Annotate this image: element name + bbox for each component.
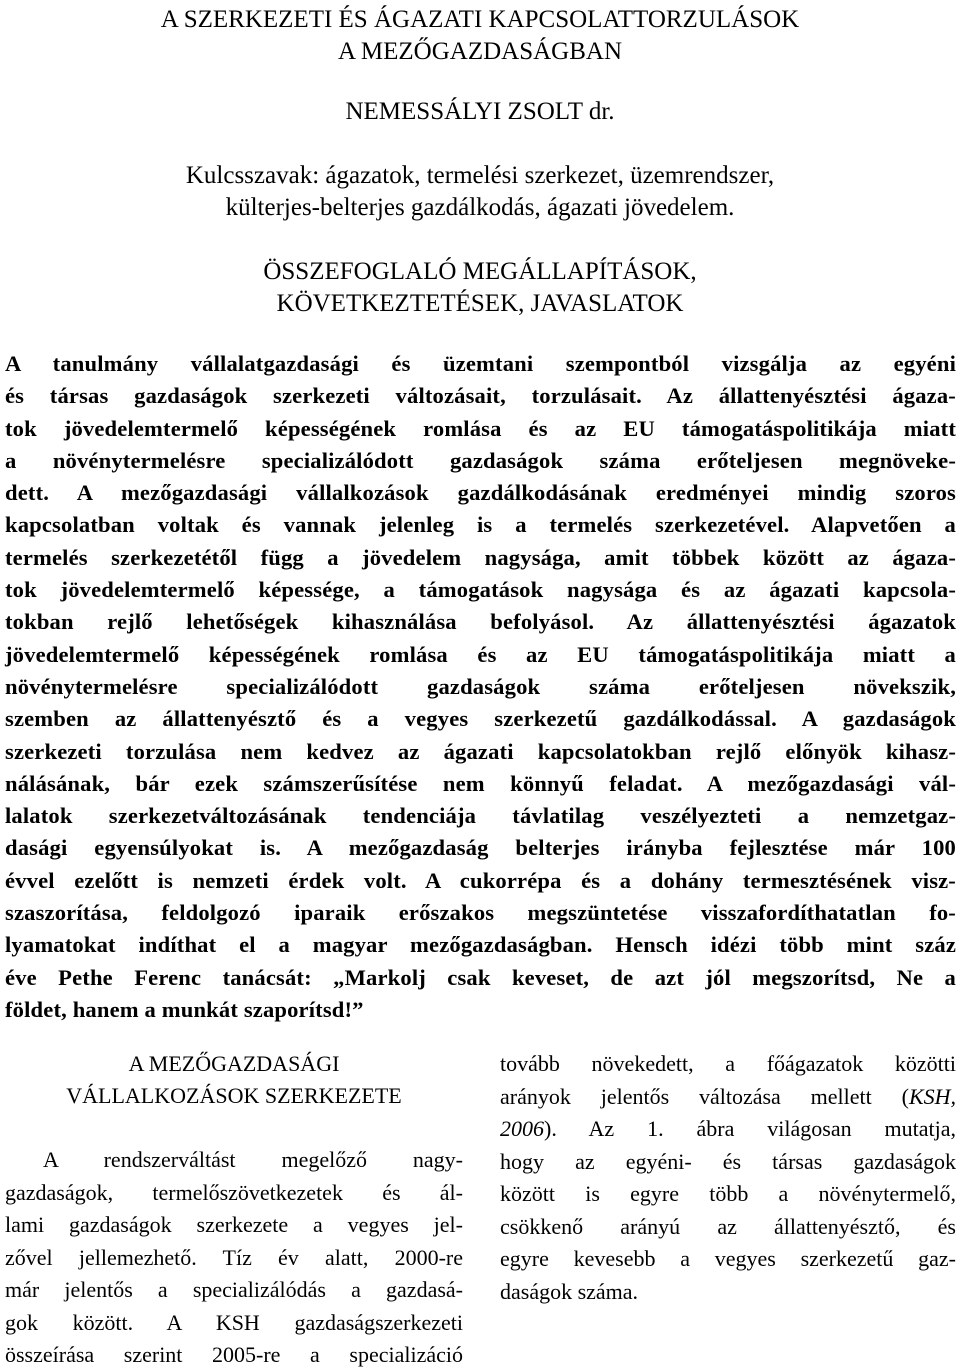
body-line: lami gazdaságok szerkezete a vegyes jel-: [5, 1212, 463, 1237]
summary-line: tokban rejlő lehetőségek kihasználása befolyásol. Az állattenyésztési ágazatok: [5, 609, 956, 635]
summary-line: dasági egyensúlyokat is. A mezőgazdaság belterjes irányba fejlesztése már 100: [5, 835, 956, 861]
left-column: [5, 1048, 463, 1372]
body-text: arányok jelentős változása mellett (: [500, 1083, 909, 1109]
right-column: [500, 1048, 956, 1308]
body-line: már jelentős a specializálódás a gazdasá-: [5, 1277, 463, 1302]
paper-title: [0, 4, 960, 68]
section-heading: [5, 1048, 463, 1112]
summary-heading-line-1: ÖSSZEFOGLALÓ MEGÁLLAPÍTÁSOK,: [263, 258, 697, 285]
body-line-with-citation: [500, 1113, 956, 1146]
summary-line: tok jövedelemtermelő képességének romlása és az EU támogatáspolitikája miatt: [5, 415, 956, 441]
summary-line: és társas gazdaságok szerkezeti változásait, torzulásait. Az állattenyésztési ágaza-: [5, 383, 956, 409]
summary-paragraph: [5, 348, 956, 1026]
body-text: ). Az 1. ábra világosan mutatja,: [544, 1116, 956, 1141]
body-line: hogy az egyéni- és társas gazdaságok: [500, 1148, 956, 1174]
body-line: gok között. A KSH gazdaságszerkezeti: [5, 1309, 463, 1335]
body-line-last: daságok száma.: [500, 1278, 639, 1304]
body-line: tovább növekedett, a főágazatok közötti: [500, 1051, 956, 1076]
summary-line: kapcsolatban voltak és vannak jelenleg is a termelés szerkezetével. Alapvetően a: [5, 512, 956, 538]
summary-line: szemben az állattenyésztő és a vegyes szerkezetű gazdálkodással. A gazdaságok: [5, 706, 956, 732]
summary-line: A tanulmány vállalatgazdasági és üzemtani szempontból vizsgálja az egyéni: [5, 351, 956, 376]
section-heading-line-2: VÁLLALKOZÁSOK SZERKEZETE: [66, 1083, 402, 1108]
citation-year: 2006: [500, 1116, 544, 1141]
body-line: összeírása szerint 2005-re a specializáció: [5, 1342, 463, 1367]
keywords-line-1: Kulcsszavak: ágazatok, termelési szerkezet, üzemrendszer,: [185, 162, 775, 189]
summary-line: termelés szerkezetétől függ a jövedelem nagysága, amit többek között az ágaza-: [5, 544, 956, 570]
summary-line: lalatok szerkezetváltozásának tendenciája távlatilag veszélyezteti a nemzetgaz-: [5, 803, 956, 829]
title-line-1: A SZERKEZETI ÉS ÁGAZATI KAPCSOLATTORZULÁSOK: [160, 6, 800, 33]
summary-line: évvel ezelőtt is nemzeti érdek volt. A cukorrépa és a dohány termesztésének visz-: [5, 867, 956, 893]
summary-line: lyamatokat indíthat el a magyar mezőgazdaságban. Hensch idézi több mint száz: [5, 932, 956, 958]
title-line-2: A MEZŐGAZDASÁGBAN: [337, 38, 623, 65]
summary-heading: [0, 256, 960, 320]
body-line-with-citation: [500, 1081, 956, 1114]
summary-line: tok jövedelemtermelő képessége, a támogatások nagysága és az ágazati kapcsola-: [5, 577, 956, 603]
citation-source: KSH,: [908, 1083, 956, 1109]
keywords-line-2: külterjes-belterjes gazdálkodás, ágazati jövedelem.: [225, 194, 735, 221]
summary-line-last: földet, hanem a munkát szaporítsd!”: [5, 996, 364, 1022]
body-line: között is egyre több a növénytermelő,: [500, 1181, 956, 1206]
author-name: NEMESSÁLYI ZSOLT dr.: [345, 98, 615, 125]
summary-line: szaszorítása, feldolgozó iparaik erőszakos megszüntetése visszafordíthatatlan fo-: [5, 900, 956, 926]
body-line: csökkenő arányú az állattenyésztő, és: [500, 1213, 956, 1239]
body-line: gazdaságok, termelőszövetkezetek és ál-: [5, 1179, 463, 1205]
summary-heading-line-2: KÖVETKEZTETÉSEK, JAVASLATOK: [276, 290, 684, 317]
summary-line: éve Pethe Ferenc tanácsát: „Markolj csak keveset, de azt jól megszorítsd, Ne a: [5, 964, 956, 990]
summary-line: növénytermelésre specializálódott gazdaságok száma erőteljesen növekszik,: [5, 673, 956, 699]
summary-line: szerkezeti torzulása nem kedvez az ágazati kapcsolatokban rejlő előnyök kihasz-: [5, 738, 956, 764]
summary-line: dett. A mezőgazdasági vállalkozások gazdálkodásának eredményei mindig szoros: [5, 480, 956, 506]
summary-line: jövedelemtermelő képességének romlása és az EU támogatáspolitikája miatt a: [5, 641, 956, 667]
body-line: A rendszerváltást megelőző nagy-: [43, 1147, 463, 1172]
keywords: [0, 160, 960, 224]
body-line: egyre kevesebb a vegyes szerkezetű gaz-: [500, 1246, 956, 1271]
summary-line: a növénytermelésre specializálódott gazdaságok száma erőteljesen megnöveke-: [5, 447, 956, 473]
section-heading-line-1: A MEZŐGAZDASÁGI: [128, 1051, 340, 1076]
section-paragraph-left: [5, 1144, 463, 1372]
summary-line: nálásának, bár ezek számszerűsítése nem könnyű feladat. A mezőgazdasági vál-: [5, 770, 956, 796]
body-line: zővel jellemezhető. Tíz év alatt, 2000-re: [5, 1244, 463, 1270]
